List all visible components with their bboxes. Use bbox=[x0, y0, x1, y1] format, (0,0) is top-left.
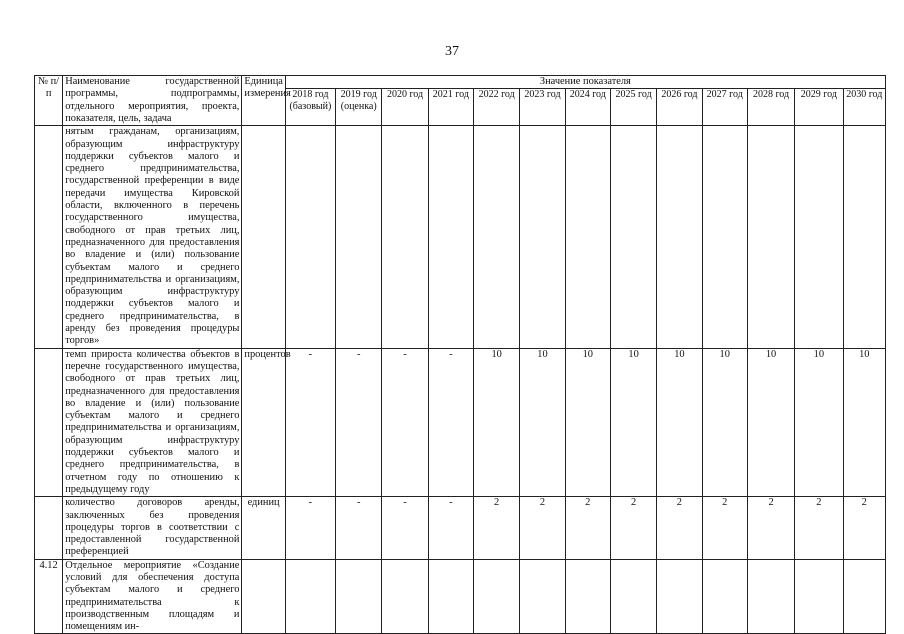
header-year bbox=[747, 89, 794, 126]
row-value bbox=[520, 126, 565, 348]
row-value: 10 bbox=[795, 348, 843, 497]
row-value: 10 bbox=[520, 348, 565, 497]
header-year bbox=[474, 89, 520, 126]
header-year bbox=[657, 89, 702, 126]
row-value: - bbox=[382, 497, 428, 559]
header-value-group: Значение показателя bbox=[285, 76, 885, 89]
indicators-table bbox=[34, 75, 886, 634]
row-value bbox=[285, 559, 335, 634]
row-value: 10 bbox=[565, 348, 610, 497]
row-value bbox=[382, 126, 428, 348]
row-name: темп прироста количества объектов в перечне государственного имущества, свободного от прав третьих лиц, предназначенного для предоставления во владение и (или) пользование субъектам малого и среднего предпринимательства и организациям, образующим инфраструктуру поддержки субъектов малого и среднего предпринимательства, в отчетном году по отношению к предыдущему году bbox=[63, 348, 242, 497]
header-year-label: 2028 год bbox=[752, 89, 790, 101]
row-name: нятым гражданам, организациям, образующим инфраструктуру поддержки субъектов малого и среднего предпринимательства, государственной преференции в виде передачи имущества Кировской области, включенного в перечень государственного имущества, свободного от прав третьих лиц, предназначенного для предоставления во владение и (или) пользование субъектам малого и среднего предпринимательства и организациям, образующим инфраструктуру поддержки субъектов малого и среднего предпринимательства, в аренду без проведения процедуры торгов» bbox=[63, 126, 242, 348]
row-value: 10 bbox=[657, 348, 702, 497]
row-value: - bbox=[428, 348, 473, 497]
table-row bbox=[35, 348, 886, 497]
row-unit bbox=[242, 126, 285, 348]
row-number bbox=[35, 497, 63, 559]
header-year bbox=[610, 89, 656, 126]
row-value bbox=[747, 559, 794, 634]
row-value: 2 bbox=[702, 497, 747, 559]
header-year bbox=[285, 89, 335, 126]
header-year-note: (базовый) bbox=[289, 101, 332, 113]
header-year bbox=[565, 89, 610, 126]
row-value bbox=[795, 559, 843, 634]
header-year-label: 2027 год bbox=[706, 89, 743, 101]
row-value: - bbox=[382, 348, 428, 497]
page-number: 37 bbox=[445, 44, 459, 59]
row-value: 10 bbox=[610, 348, 656, 497]
header-name: Наименование государственной программы, подпрограммы, отдельного мероприятия, проекта, показателя, цель, задача bbox=[63, 76, 242, 126]
row-unit: процентов bbox=[242, 348, 285, 497]
row-value bbox=[843, 559, 885, 634]
header-year bbox=[428, 89, 473, 126]
row-value: - bbox=[428, 497, 473, 559]
row-value: 2 bbox=[474, 497, 520, 559]
header-year bbox=[520, 89, 565, 126]
header-year-label: 2021 год bbox=[432, 89, 469, 101]
row-value: 2 bbox=[610, 497, 656, 559]
row-value bbox=[657, 126, 702, 348]
header-year bbox=[795, 89, 843, 126]
table-row bbox=[35, 497, 886, 559]
header-year-label: 2023 год bbox=[524, 89, 561, 101]
row-value bbox=[702, 126, 747, 348]
row-number: 4.12 bbox=[35, 559, 63, 634]
row-value: 2 bbox=[795, 497, 843, 559]
row-value bbox=[747, 126, 794, 348]
row-value: 10 bbox=[747, 348, 794, 497]
row-value: 10 bbox=[702, 348, 747, 497]
row-value: 2 bbox=[843, 497, 885, 559]
header-year-label: 2024 год bbox=[569, 89, 606, 101]
header-year-label: 2019 год bbox=[340, 89, 377, 101]
row-number bbox=[35, 126, 63, 348]
row-value bbox=[474, 559, 520, 634]
header-year-note: (оценка) bbox=[340, 101, 377, 113]
row-value bbox=[336, 559, 382, 634]
row-value bbox=[565, 126, 610, 348]
row-value bbox=[610, 559, 656, 634]
row-value bbox=[285, 126, 335, 348]
row-value: 10 bbox=[843, 348, 885, 497]
row-unit: единиц bbox=[242, 497, 285, 559]
row-value bbox=[336, 126, 382, 348]
table-row bbox=[35, 126, 886, 348]
header-year-label: 2030 год bbox=[846, 89, 883, 101]
row-value bbox=[610, 126, 656, 348]
header-unit: Единица измерения bbox=[242, 76, 285, 126]
row-name: количество договоров аренды, заключенных без проведения процедуры торгов в соответствии с предоставленной государственной преференцией bbox=[63, 497, 242, 559]
row-value bbox=[428, 559, 473, 634]
header-year bbox=[843, 89, 885, 126]
header-year bbox=[702, 89, 747, 126]
row-value bbox=[795, 126, 843, 348]
row-name: Отдельное мероприятие «Создание условий для обеспечения доступа субъектам малого и среднего предпринимательства к производственным площадям и помещениям ин- bbox=[63, 559, 242, 634]
row-value bbox=[565, 559, 610, 634]
header-year-label: 2026 год bbox=[661, 89, 698, 101]
header-year-label: 2020 год bbox=[386, 89, 424, 101]
header-num: № п/п bbox=[35, 76, 63, 126]
row-value: 2 bbox=[520, 497, 565, 559]
row-value bbox=[428, 126, 473, 348]
row-value: - bbox=[336, 497, 382, 559]
row-value bbox=[657, 559, 702, 634]
row-value: - bbox=[285, 348, 335, 497]
row-value: - bbox=[285, 497, 335, 559]
header-year-label: 2029 год bbox=[800, 89, 837, 101]
row-unit bbox=[242, 559, 285, 634]
row-value: 2 bbox=[747, 497, 794, 559]
row-value bbox=[474, 126, 520, 348]
header-year-label: 2022 год bbox=[478, 89, 515, 101]
row-value: 10 bbox=[474, 348, 520, 497]
table-row bbox=[35, 559, 886, 634]
row-value: 2 bbox=[565, 497, 610, 559]
row-value bbox=[382, 559, 428, 634]
header-year-label: 2025 год bbox=[615, 89, 652, 101]
row-value: 2 bbox=[657, 497, 702, 559]
row-number bbox=[35, 348, 63, 497]
row-value: - bbox=[336, 348, 382, 497]
header-year-label: 2018 год bbox=[292, 89, 329, 101]
row-value bbox=[520, 559, 565, 634]
row-value bbox=[702, 559, 747, 634]
row-value bbox=[843, 126, 885, 348]
header-year bbox=[336, 89, 382, 126]
header-year bbox=[382, 89, 428, 126]
